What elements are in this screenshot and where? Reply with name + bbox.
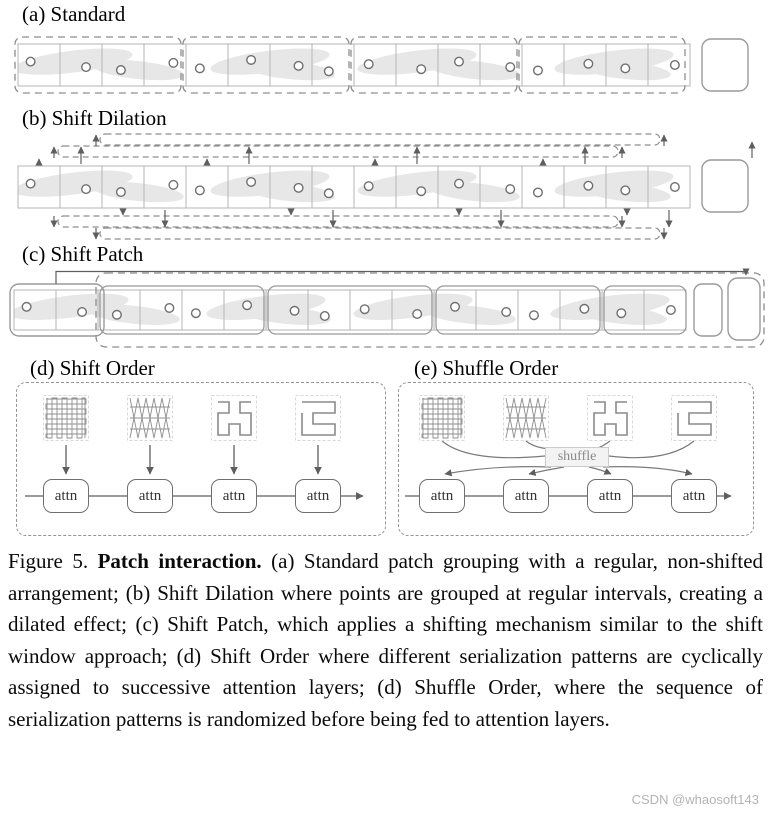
attn-block: attn xyxy=(43,479,89,513)
figure-caption xyxy=(8,546,763,735)
watermark: CSDN @whaosoft143 xyxy=(631,792,759,807)
caption-figure-label: Figure 5. xyxy=(8,549,89,573)
serialization-pattern-3-icon xyxy=(587,395,633,441)
attn-block: attn xyxy=(211,479,257,513)
attn-block: attn xyxy=(587,479,633,513)
caption-title: Patch interaction. xyxy=(97,549,262,573)
serialization-pattern-2-icon xyxy=(127,395,173,441)
attn-block: attn xyxy=(127,479,173,513)
serialization-pattern-1-icon xyxy=(43,395,89,441)
panel-shift-order xyxy=(16,382,386,536)
panel-d-label: (d) Shift Order xyxy=(30,356,155,380)
patch-row-shift-dilation xyxy=(8,132,763,242)
attn-block: attn xyxy=(295,479,341,513)
caption-body: (a) Standard patch grouping with a regular, non-shifted arrangement; (b) Shift Dilation where points are grouped at regular intervals, creating a dilated effect; (c) Shift Patch, which applies a shifting mechanism similar to the shift window approach; (d) Shift Order where different serialization patterns are cyclically assigned to successive attention layers; (d) Shuffle Order, where the sequence of serialization patterns is randomized before being fed to attention layers. xyxy=(8,549,764,731)
patch-row-standard xyxy=(8,30,763,100)
shuffle-label: shuffle xyxy=(545,447,609,467)
serialization-pattern-1-icon xyxy=(419,395,465,441)
attn-block: attn xyxy=(503,479,549,513)
attn-block: attn xyxy=(419,479,465,513)
panel-c-label: (c) Shift Patch xyxy=(22,242,144,266)
panel-shuffle-order xyxy=(398,382,754,536)
serialization-pattern-4-icon xyxy=(671,395,717,441)
serialization-pattern-2-icon xyxy=(503,395,549,441)
patch-row-shift-patch xyxy=(4,268,769,352)
serialization-pattern-3-icon xyxy=(211,395,257,441)
serialization-pattern-4-icon xyxy=(295,395,341,441)
attn-block: attn xyxy=(671,479,717,513)
panel-b-label: (b) Shift Dilation xyxy=(22,106,167,130)
panel-a-label: (a) Standard xyxy=(22,2,126,26)
panel-e-label: (e) Shuffle Order xyxy=(414,356,559,380)
